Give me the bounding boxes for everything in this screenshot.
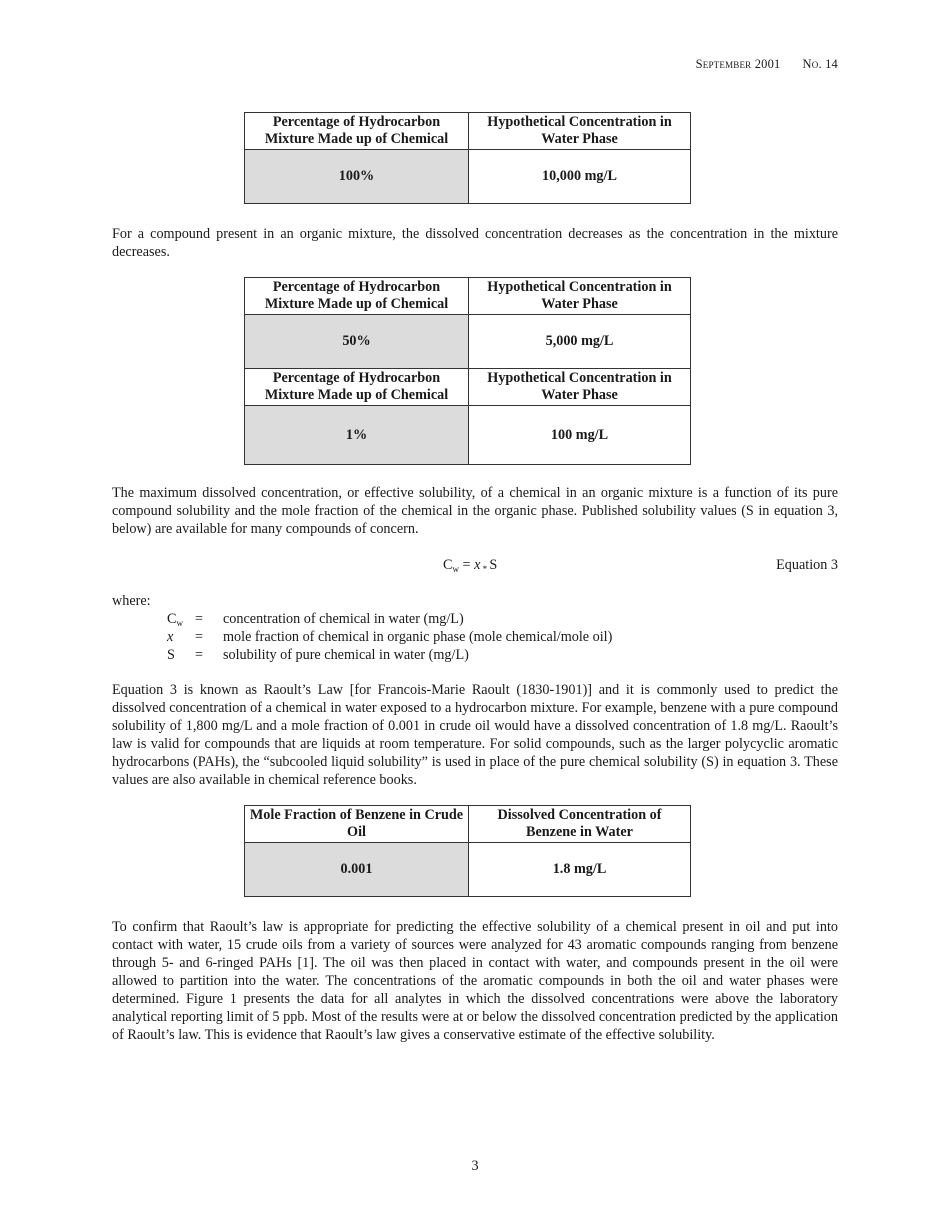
table-cell-concentration: 100 mg/L — [469, 406, 691, 465]
running-header — [696, 55, 838, 73]
table-header-dissolved-concentration: Dissolved Concentration of Benzene in Water — [469, 806, 691, 843]
header-issue: No. 14 — [802, 57, 838, 71]
page-number: 3 — [471, 1158, 479, 1174]
paragraph-confirmation-study: To confirm that Raoult’s law is appropriate for predicting the effective solubility of a chemical present in oil and put into contact with water, 15 crude oils from a variety of sources were analyzed for 43 aromatic compounds ranging from benzene through 5- and 6-ringed PAHs [1]. The oil was then placed in contact with water, and compounds present in the oil were allowed to partition into the water. The concentrations of the aromatic compounds in both the oil and water phases were determined. Figure 1 presents the data for all analytes in which the dissolved concentrations were above the laboratory analytical reporting limit of 5 ppb. Most of the results were at or below the dissolved concentration predicted by the application of Raoult’s law. This is evidence that Raoult’s law gives a conservative estimate of the effective solubility. — [112, 919, 838, 1043]
definition-row: S = solubility of pure chemical in water (mg/L) — [167, 647, 469, 663]
table-cell-concentration: 5,000 mg/L — [469, 315, 691, 369]
definition-row: x = mole fraction of chemical in organic phase (mole chemical/mole oil) — [167, 629, 613, 645]
table-cell-concentration: 10,000 mg/L — [469, 150, 691, 204]
equation-3 — [112, 556, 838, 576]
table-cell-percentage: 1% — [245, 406, 469, 465]
equation-label: Equation 3 — [776, 557, 838, 573]
paragraph-raoults-law: Equation 3 is known as Raoult’s Law [for Francois-Marie Raoult (1830-1901)] and it is commonly used to predict the dissolved concentration of a chemical in water exposed to a hydrocarbon mixture. For example, benzene with a pure compound solubility of 1,800 mg/L and a mole fraction of 0.001 in crude oil would have a dissolved concentration of 1.8 mg/L. Raoult’s law is valid for compounds that are liquids at room temperature. For solid compounds, such as the larger polycyclic aromatic hydrocarbons (PAHs), the “subcooled liquid solubility” is used in place of the pure chemical solubility (S) in equation 3. These values are also available in chemical reference books. — [112, 682, 838, 788]
table-header-concentration: Hypothetical Concentration in Water Phase — [469, 113, 691, 150]
table-header-mole-fraction: Mole Fraction of Benzene in Crude Oil — [245, 806, 469, 843]
table-100-percent — [244, 112, 691, 204]
table-partial-percent — [244, 277, 691, 465]
paragraph-effective-solubility: The maximum dissolved concentration, or effective solubility, of a chemical in an organic mixture is a function of its pure compound solubility and the mole fraction of the chemical in the organic phase. Published solubility values (S in equation 3, below) are available for many compounds of concern. — [112, 485, 838, 537]
paragraph-mixture-intro: For a compound present in an organic mixture, the dissolved concentration decreases as the concentration in the mixture decreases. — [112, 226, 838, 260]
table-cell-percentage: 100% — [245, 150, 469, 204]
table-header-concentration: Hypothetical Concentration in Water Phase — [469, 369, 691, 406]
equation-formula: $C_w = x$ $_*$ S — [443, 557, 498, 574]
table-cell-percentage: 50% — [245, 315, 469, 369]
table-cell-dissolved-concentration: 1.8 mg/L — [469, 843, 691, 897]
header-date: September 2001 — [695, 57, 781, 71]
table-header-percentage: Percentage of Hydrocarbon Mixture Made up of Chemical — [245, 369, 469, 406]
table-header-concentration: Hypothetical Concentration in Water Phase — [469, 278, 691, 315]
definitions-list — [167, 610, 612, 664]
table-header-percentage: Percentage of Hydrocarbon Mixture Made up of Chemical — [245, 113, 469, 150]
definition-row: $C_w$ = concentration of chemical in water (mg/L) — [167, 611, 464, 628]
table-cell-mole-fraction: 0.001 — [245, 843, 469, 897]
table-header-percentage: Percentage of Hydrocarbon Mixture Made up of Chemical — [245, 278, 469, 315]
table-benzene — [244, 805, 691, 897]
where-label: where: — [112, 593, 151, 609]
